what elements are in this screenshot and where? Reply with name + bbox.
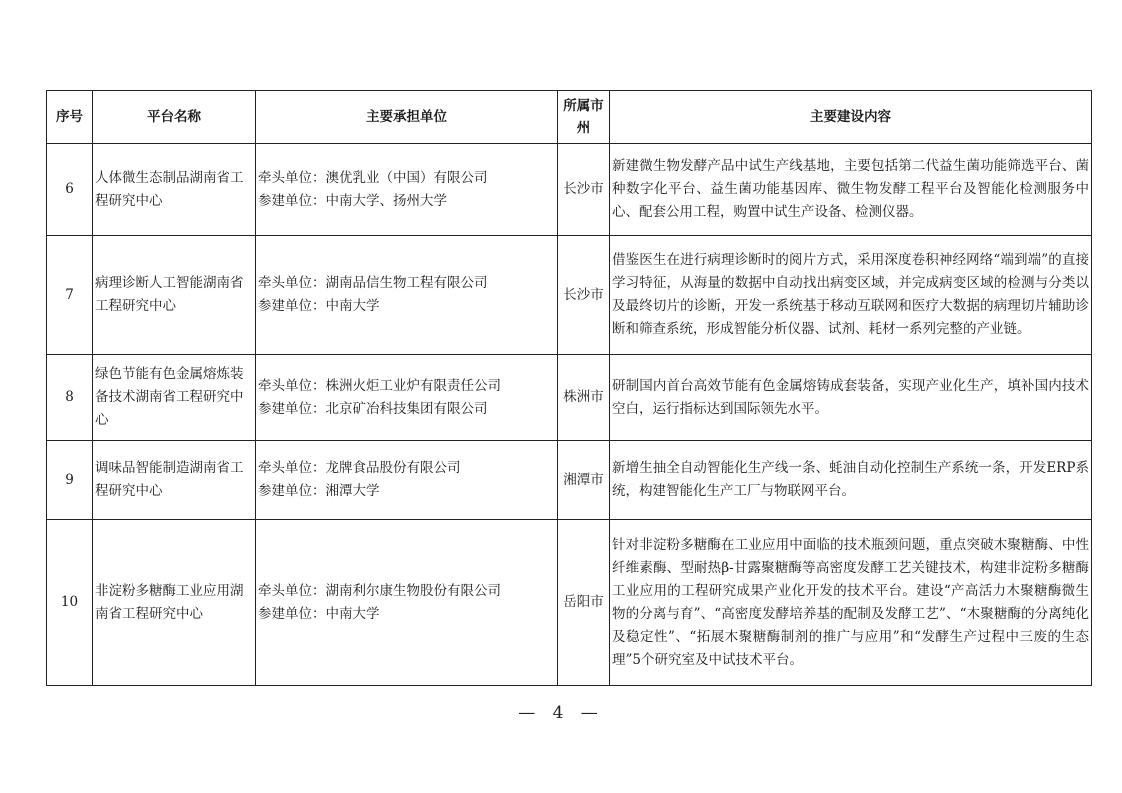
platform-name: 绿色节能有色金属熔炼装备技术湖南省工程研究中心 bbox=[93, 355, 256, 441]
lead-unit: 牵头单位：株洲火炬工业炉有限责任公司 bbox=[258, 377, 501, 394]
header-unit: 主要承担单位 bbox=[256, 91, 558, 144]
partner-unit: 参建单位：北京矿冶科技集团有限公司 bbox=[258, 400, 488, 417]
header-name: 平台名称 bbox=[93, 91, 256, 144]
city: 长沙市 bbox=[558, 144, 610, 236]
city: 长沙市 bbox=[558, 236, 610, 355]
lead-unit: 牵头单位：湖南品信生物工程有限公司 bbox=[258, 275, 488, 291]
city: 株洲市 bbox=[558, 355, 610, 441]
construction-content: 新建微生物发酵产品中试生产线基地，主要包括第二代益生菌功能筛选平台、菌种数字化平台、益生菌功能基因库、微生物发酵工程平台及智能化检测服务中心、配套公用工程，购置中试生产设备、检测仪器。 bbox=[610, 144, 1092, 236]
row-num: 8 bbox=[47, 355, 93, 441]
construction-content: 借鉴医生在进行病理诊断时的阅片方式，采用深度卷积神经网络“端到端”的直接学习特征，从海量的数据中自动找出病变区域，并完成病变区域的检测与分类以及最终切片的诊断，开发一系统基于移动互联网和医疗大数据的病理切片辅助诊断和筛查系统，形成智能分析仪器、试剂、耗材一系列完整的产业链。 bbox=[610, 236, 1092, 355]
table-row bbox=[47, 144, 1092, 236]
lead-unit: 牵头单位：湖南利尔康生物股份有限公司 bbox=[258, 582, 501, 599]
city: 湘潭市 bbox=[558, 441, 610, 520]
partner-unit: 参建单位：中南大学、扬州大学 bbox=[258, 192, 447, 209]
units-cell bbox=[256, 236, 558, 355]
row-num: 9 bbox=[47, 441, 93, 520]
construction-content: 针对非淀粉多糖酶在工业应用中面临的技术瓶颈问题，重点突破木聚糖酶、中性纤维素酶、型耐热β-甘露聚糖酶等高密度发酵工艺关键技术，构建非淀粉多糖酶工业应用的工程研究成果产业化开发的技术平台。建设“产高活力木聚糖酶微生物的分离与育”、“高密度发酵培养基的配制及发酵工艺”、“木聚糖酶的分离纯化及稳定性”、“拓展木聚糖酶制剂的推广与应用”和“发酵生产过程中三废的生态理”5个研究室及中试技术平台。 bbox=[610, 520, 1092, 686]
partner-unit: 参建单位：中南大学 bbox=[258, 298, 380, 314]
row-num: 10 bbox=[47, 520, 93, 686]
row-num: 7 bbox=[47, 236, 93, 355]
table-row bbox=[47, 236, 1092, 355]
page-number: — 4 — bbox=[518, 703, 604, 723]
construction-content: 新增生抽全自动智能化生产线一条、蚝油自动化控制生产系统一条，开发ERP系统，构建智能化生产工厂与物联网平台。 bbox=[610, 441, 1092, 520]
table-row bbox=[47, 355, 1092, 441]
header-content: 主要建设内容 bbox=[610, 91, 1092, 144]
header-num: 序号 bbox=[47, 91, 93, 144]
platform-name: 病理诊断人工智能湖南省工程研究中心 bbox=[93, 236, 256, 355]
header-city: 所属市州 bbox=[558, 91, 610, 144]
units-cell bbox=[256, 520, 558, 686]
row-num: 6 bbox=[47, 144, 93, 236]
platform-name: 非淀粉多糖酶工业应用湖南省工程研究中心 bbox=[93, 520, 256, 686]
table-row bbox=[47, 441, 1092, 520]
city: 岳阳市 bbox=[558, 520, 610, 686]
partner-unit: 参建单位：中南大学 bbox=[258, 605, 380, 622]
lead-unit: 牵头单位：龙牌食品股份有限公司 bbox=[258, 460, 461, 476]
units-cell bbox=[256, 441, 558, 520]
units-cell bbox=[256, 144, 558, 236]
partner-unit: 参建单位：湘潭大学 bbox=[258, 483, 380, 499]
engineering-center-table bbox=[46, 90, 1092, 686]
platform-name: 人体微生态制品湖南省工程研究中心 bbox=[93, 144, 256, 236]
units-cell bbox=[256, 355, 558, 441]
platform-name: 调味品智能制造湖南省工程研究中心 bbox=[93, 441, 256, 520]
lead-unit: 牵头单位：澳优乳业（中国）有限公司 bbox=[258, 169, 488, 186]
table-row bbox=[47, 520, 1092, 686]
construction-content: 研制国内首台高效节能有色金属熔铸成套装备，实现产业化生产，填补国内技术空白，运行指标达到国际领先水平。 bbox=[610, 355, 1092, 441]
table-header-row bbox=[47, 91, 1092, 144]
